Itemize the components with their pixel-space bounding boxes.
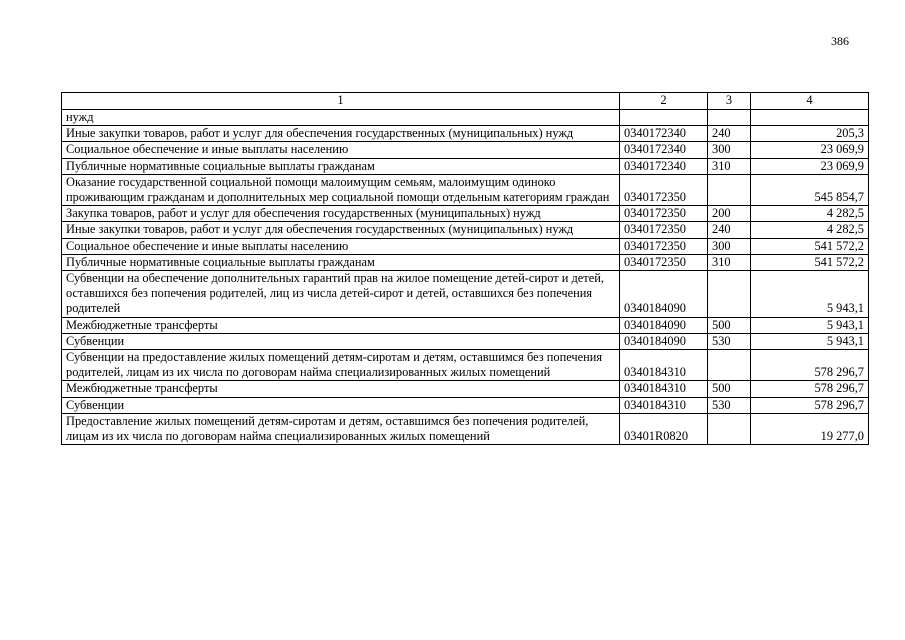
row-expense-type: 240 — [708, 126, 751, 142]
row-target-code: 0340172350 — [620, 222, 708, 238]
row-name: Социальное обеспечение и иные выплаты населению — [62, 238, 620, 254]
table-row — [62, 158, 869, 174]
row-amount: 4 282,5 — [751, 222, 869, 238]
row-name: Иные закупки товаров, работ и услуг для обеспечения государственных (муниципальных) нужд — [62, 222, 620, 238]
row-target-code: 0340172350 — [620, 206, 708, 222]
row-name: Иные закупки товаров, работ и услуг для обеспечения государственных (муниципальных) нужд — [62, 126, 620, 142]
row-target-code: 0340172340 — [620, 158, 708, 174]
row-amount: 541 572,2 — [751, 254, 869, 270]
row-expense-type — [708, 110, 751, 126]
column-header-name: 1 — [62, 93, 620, 110]
row-target-code — [620, 110, 708, 126]
row-target-code: 0340184090 — [620, 317, 708, 333]
row-amount: 578 296,7 — [751, 397, 869, 413]
table-row — [62, 206, 869, 222]
row-amount: 578 296,7 — [751, 381, 869, 397]
row-amount: 5 943,1 — [751, 333, 869, 349]
row-target-code: 0340184090 — [620, 271, 708, 318]
budget-table — [61, 92, 869, 445]
row-name: Межбюджетные трансферты — [62, 381, 620, 397]
row-name: Субвенции — [62, 397, 620, 413]
row-amount: 578 296,7 — [751, 350, 869, 381]
row-expense-type: 310 — [708, 158, 751, 174]
row-name: Субвенции — [62, 333, 620, 349]
table-body — [62, 110, 869, 445]
table-row — [62, 397, 869, 413]
row-expense-type — [708, 350, 751, 381]
row-expense-type: 530 — [708, 333, 751, 349]
row-name: Публичные нормативные социальные выплаты гражданам — [62, 254, 620, 270]
header-row — [62, 93, 869, 110]
table-row — [62, 333, 869, 349]
row-amount: 5 943,1 — [751, 317, 869, 333]
row-expense-type: 200 — [708, 206, 751, 222]
row-name: Публичные нормативные социальные выплаты гражданам — [62, 158, 620, 174]
table-row — [62, 271, 869, 318]
table-row — [62, 126, 869, 142]
column-header-sum: 4 — [751, 93, 869, 110]
table-row — [62, 222, 869, 238]
table-row — [62, 254, 869, 270]
row-target-code: 0340172350 — [620, 238, 708, 254]
row-expense-type: 300 — [708, 142, 751, 158]
row-amount: 541 572,2 — [751, 238, 869, 254]
column-header-vr: 3 — [708, 93, 751, 110]
row-expense-type: 500 — [708, 317, 751, 333]
row-name: Субвенции на предоставление жилых помещений детям-сиротам и детям, оставшимся без попечения родителей, лицам из их числа по договорам найма специализированных жилых помещений — [62, 350, 620, 381]
row-amount: 19 277,0 — [751, 413, 869, 444]
table-row — [62, 110, 869, 126]
row-expense-type: 310 — [708, 254, 751, 270]
table-row — [62, 350, 869, 381]
row-name: Закупка товаров, работ и услуг для обеспечения государственных (муниципальных) нужд — [62, 206, 620, 222]
row-name: Межбюджетные трансферты — [62, 317, 620, 333]
row-target-code: 0340184310 — [620, 350, 708, 381]
row-amount: 23 069,9 — [751, 142, 869, 158]
row-target-code: 03401R0820 — [620, 413, 708, 444]
table-row — [62, 381, 869, 397]
row-target-code: 0340172350 — [620, 174, 708, 205]
row-target-code: 0340184310 — [620, 381, 708, 397]
row-expense-type: 500 — [708, 381, 751, 397]
row-amount: 205,3 — [751, 126, 869, 142]
row-name: Субвенции на обеспечение дополнительных гарантий прав на жилое помещение детей-сирот и детей, оставшихся без попечения родителей, лиц из числа детей-сирот и детей, оставшихся без попечения родителей — [62, 271, 620, 318]
column-header-csr: 2 — [620, 93, 708, 110]
row-name: нужд — [62, 110, 620, 126]
table-row — [62, 142, 869, 158]
row-expense-type — [708, 413, 751, 444]
row-target-code: 0340172340 — [620, 142, 708, 158]
row-amount: 5 943,1 — [751, 271, 869, 318]
table-row — [62, 413, 869, 444]
row-expense-type — [708, 271, 751, 318]
table-row — [62, 174, 869, 205]
row-name: Предоставление жилых помещений детям-сиротам и детям, оставшимся без попечения родителей, лицам из их числа по договорам найма специализированных жилых помещений — [62, 413, 620, 444]
page-number: 386 — [831, 34, 849, 48]
row-amount: 4 282,5 — [751, 206, 869, 222]
row-target-code: 0340184310 — [620, 397, 708, 413]
row-expense-type: 300 — [708, 238, 751, 254]
row-target-code: 0340172340 — [620, 126, 708, 142]
row-name: Социальное обеспечение и иные выплаты населению — [62, 142, 620, 158]
row-expense-type: 530 — [708, 397, 751, 413]
row-name: Оказание государственной социальной помощи малоимущим семьям, малоимущим одиноко проживающим гражданам и дополнительных мер социальной помощи отдельным категориям граждан — [62, 174, 620, 205]
row-target-code: 0340172350 — [620, 254, 708, 270]
row-amount — [751, 110, 869, 126]
table-row — [62, 317, 869, 333]
row-amount: 23 069,9 — [751, 158, 869, 174]
row-expense-type — [708, 174, 751, 205]
table-row — [62, 238, 869, 254]
row-target-code: 0340184090 — [620, 333, 708, 349]
row-expense-type: 240 — [708, 222, 751, 238]
row-amount: 545 854,7 — [751, 174, 869, 205]
